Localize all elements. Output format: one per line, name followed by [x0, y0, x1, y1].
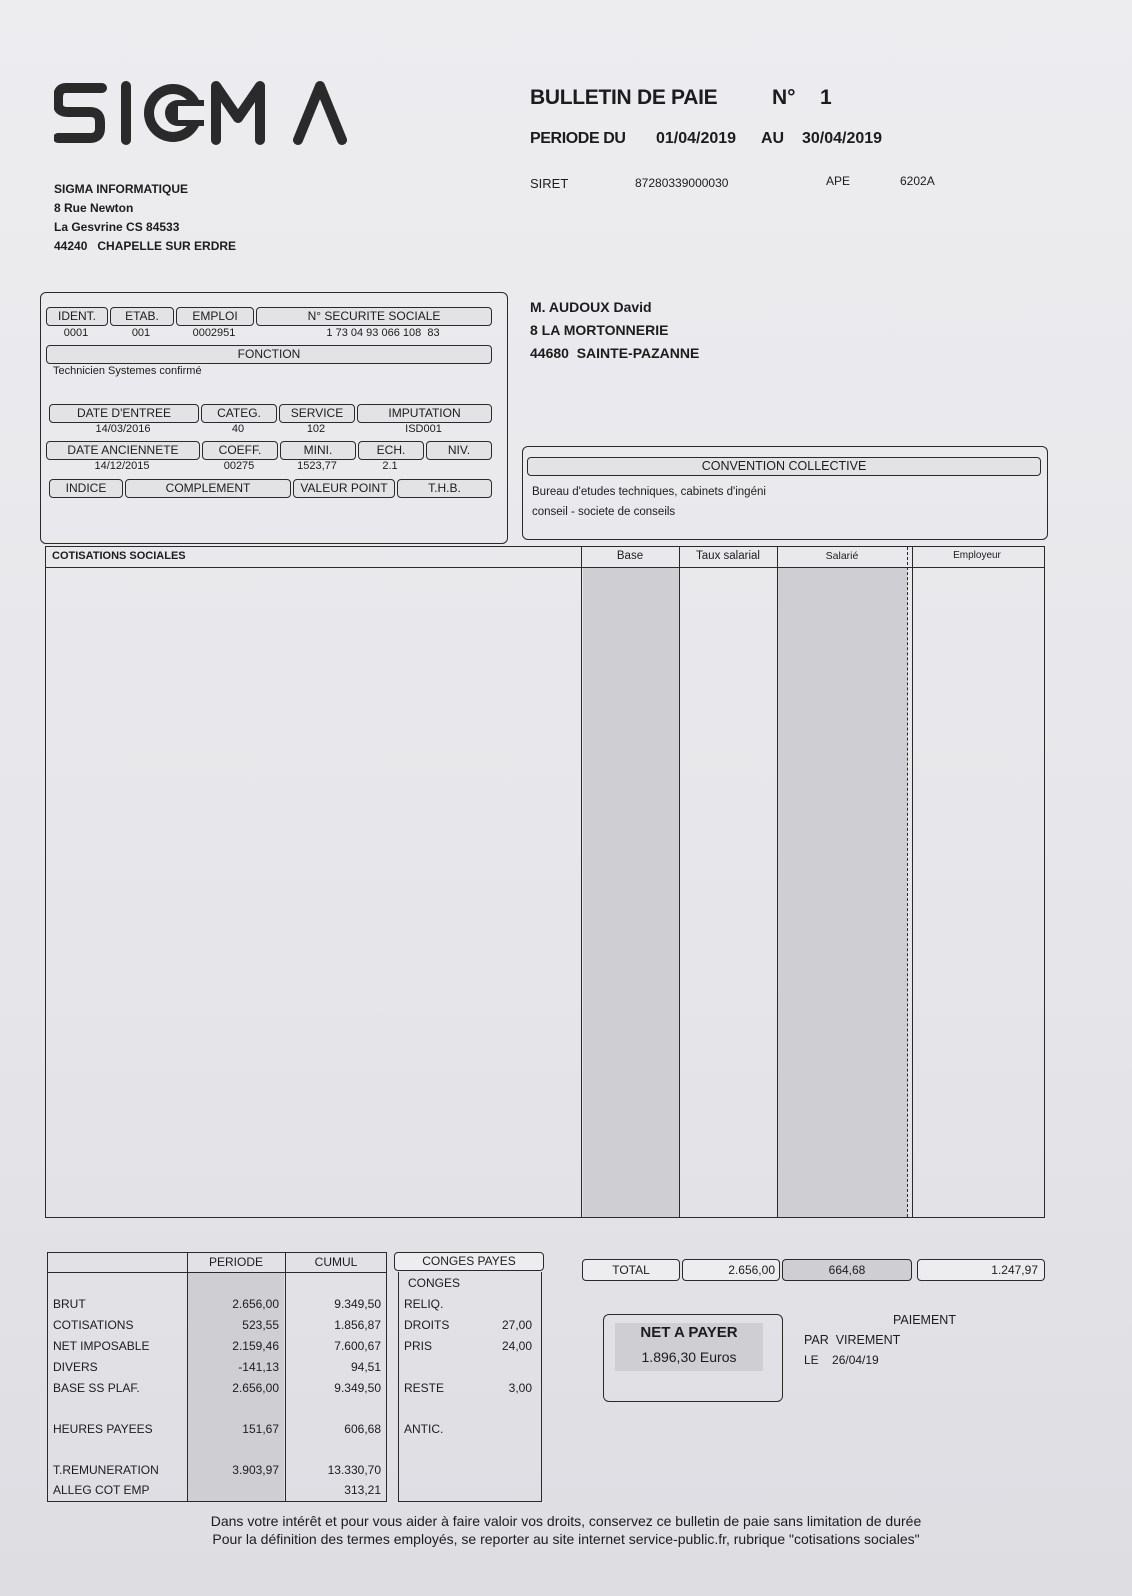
- conges-payes-header: CONGES PAYES: [394, 1252, 544, 1271]
- convention-line2: conseil - societe de conseils: [532, 506, 676, 518]
- employee-address-line1: 8 LA MORTONNERIE: [530, 322, 669, 338]
- secu-value: 1 73 04 93 066 108 83: [326, 327, 440, 339]
- droits-label: DROITS: [404, 1318, 450, 1332]
- brut-cumul: 9.349,50: [334, 1297, 381, 1311]
- remuneration-periode: 3.903,97: [232, 1463, 279, 1477]
- divers-label: DIVERS: [53, 1360, 98, 1374]
- heures-label: HEURES PAYEES: [53, 1422, 153, 1436]
- totals-table: [47, 1252, 387, 1502]
- cotisations-table: [45, 546, 1045, 1218]
- net-a-payer-value: 1.896,30 Euros: [641, 1349, 737, 1365]
- employee-address: [530, 296, 699, 365]
- service-value: 102: [306, 423, 326, 435]
- footer-line2: Pour la définition des termes employés, se reporter au site internet service-public.fr, rubrique "cotisations sociales": [212, 1531, 920, 1547]
- brut-label: BRUT: [53, 1297, 86, 1311]
- reste-value: 3,00: [508, 1381, 532, 1395]
- date-anciennete-header: DATE ANCIENNETE: [46, 441, 200, 460]
- valeur-point-header: VALEUR POINT: [293, 479, 395, 498]
- date-entree-value: 14/03/2016: [95, 423, 151, 435]
- antic-label: ANTIC.: [404, 1422, 444, 1436]
- divers-periode: -141,13: [238, 1360, 279, 1374]
- col-divider-salarie-end: [907, 547, 908, 1217]
- mini-value: 1523,77: [297, 460, 337, 472]
- heures-periode: 151,67: [242, 1422, 279, 1436]
- coeff-value: 00275: [223, 460, 255, 472]
- pris-label: PRIS: [404, 1339, 433, 1353]
- paiement-date: LE 26/04/19: [804, 1353, 879, 1367]
- col-divider-salarie: [777, 547, 778, 1217]
- base-ss-periode: 2.656,00: [232, 1381, 279, 1395]
- remuneration-label: T.REMUNERATION: [53, 1463, 159, 1477]
- reliq-label: RELIQ.: [404, 1297, 444, 1311]
- company-address-line2: La Gesvrine CS 84533: [54, 220, 180, 234]
- mini-header: MINI.: [280, 441, 356, 460]
- cotisations-title: COTISATIONS SOCIALES: [52, 550, 186, 562]
- conges-sub-label: CONGES: [408, 1276, 461, 1290]
- categ-value: 40: [231, 423, 245, 435]
- complement-header: COMPLEMENT: [125, 479, 291, 498]
- totals-header-line: [47, 1272, 387, 1273]
- salarie-column-shade: [777, 567, 907, 1217]
- ident-value: 0001: [63, 327, 89, 339]
- total-salarie: 664,68: [782, 1259, 912, 1281]
- ident-header: IDENT.: [46, 307, 108, 326]
- etab-value: 001: [131, 327, 151, 339]
- sigma-logo: [54, 66, 354, 156]
- base-ss-label: BASE SS PLAF.: [53, 1381, 140, 1395]
- reste-label: RESTE: [404, 1381, 445, 1395]
- coeff-header: COEFF.: [202, 441, 278, 460]
- period-label: PERIODE DU: [530, 130, 626, 147]
- period-to: 30/04/2019: [802, 130, 883, 147]
- heures-cumul: 606,68: [344, 1422, 381, 1436]
- col-divider-taux: [679, 547, 680, 1217]
- categ-header: CATEG.: [201, 404, 277, 423]
- imputation-header: IMPUTATION: [357, 404, 492, 423]
- ech-value: 2.1: [382, 460, 398, 472]
- employee-address-line2: 44680 SAINTE-PAZANNE: [530, 345, 700, 361]
- fonction-header: FONCTION: [46, 345, 492, 364]
- period-from: 01/04/2019: [656, 130, 737, 147]
- net-imposable-cumul: 7.600,67: [334, 1339, 381, 1353]
- indice-header: INDICE: [49, 479, 123, 498]
- remuneration-cumul: 13.330,70: [327, 1463, 381, 1477]
- imputation-value: ISD001: [405, 423, 442, 435]
- base-column-shade: [583, 567, 679, 1217]
- company-name: SIGMA INFORMATIQUE: [54, 182, 188, 196]
- alleg-cumul: 313,21: [344, 1483, 381, 1497]
- total-employeur: 1.247,97: [917, 1259, 1045, 1281]
- base-header: Base: [616, 550, 644, 562]
- employee-info-frame: [40, 292, 508, 544]
- siret-value: 87280339000030: [635, 176, 729, 190]
- paiement-label: PAIEMENT: [893, 1313, 956, 1327]
- date-anciennete-value: 14/12/2015: [94, 460, 150, 472]
- convention-line1: Bureau d'etudes techniques, cabinets d'ingéni: [532, 486, 766, 498]
- col-divider-employeur: [912, 547, 913, 1217]
- cotisations-cumul: 1.856,87: [334, 1318, 381, 1332]
- footer-line1: Dans votre intérêt et pour vous aider à faire valoir vos droits, conservez ce bulletin de paie sans limitation de durée: [210, 1513, 922, 1529]
- net-a-payer-label: NET A PAYER: [640, 1324, 738, 1341]
- ape-value: 6202A: [900, 174, 935, 188]
- service-header: SERVICE: [279, 404, 355, 423]
- conges-table: [396, 1252, 544, 1502]
- droits-value: 27,00: [501, 1318, 532, 1332]
- net-imposable-label: NET IMPOSABLE: [53, 1339, 150, 1353]
- convention-header: CONVENTION COLLECTIVE: [527, 457, 1041, 476]
- siret-label: SIRET: [530, 176, 569, 191]
- periode-header: PERIODE: [208, 1255, 263, 1269]
- thb-header: T.H.B.: [397, 479, 492, 498]
- total-base: 2.656,00: [682, 1259, 780, 1281]
- base-ss-cumul: 9.349,50: [334, 1381, 381, 1395]
- emploi-value: 0002951: [192, 327, 236, 339]
- net-imposable-periode: 2.159,46: [232, 1339, 279, 1353]
- ape-label: APE: [826, 174, 851, 188]
- secu-header: N° SECURITE SOCIALE: [256, 307, 492, 326]
- period-to-label: AU: [761, 130, 785, 147]
- cotisations-periode: 523,55: [242, 1318, 279, 1332]
- ech-header: ECH.: [358, 441, 424, 460]
- date-entree-header: DATE D'ENTREE: [49, 404, 199, 423]
- logo-text: SIGMA: [54, 66, 58, 67]
- niv-header: NIV.: [426, 441, 492, 460]
- alleg-label: ALLEG COT EMP: [53, 1483, 150, 1497]
- employeur-header: Employeur: [953, 550, 1001, 561]
- pris-value: 24,00: [501, 1339, 532, 1353]
- employee-name: M. AUDOUX David: [530, 299, 652, 315]
- company-address-line1: 8 Rue Newton: [54, 201, 134, 215]
- company-address-line3: 44240 CHAPELLE SUR ERDRE: [54, 239, 237, 253]
- payslip-title: BULLETIN DE PAIE: [530, 86, 718, 109]
- salarie-header: Salarié: [825, 550, 859, 562]
- taux-salarial-header: Taux salarial: [696, 550, 760, 562]
- divers-cumul: 94,51: [350, 1360, 381, 1374]
- cotisations-label: COTISATIONS: [53, 1318, 134, 1332]
- col-divider-base: [581, 547, 582, 1217]
- paiement-mode: PAR VIREMENT: [804, 1333, 901, 1347]
- number-label: N°: [772, 86, 796, 109]
- emploi-header: EMPLOI: [176, 307, 254, 326]
- cumul-header: CUMUL: [314, 1255, 358, 1269]
- fonction-value: Technicien Systemes confirmé: [53, 365, 202, 377]
- company-address: [54, 180, 236, 256]
- convention-text: [532, 482, 766, 522]
- payslip-number: 1: [820, 86, 832, 109]
- total-label: TOTAL: [582, 1259, 680, 1281]
- etab-header: ETAB.: [110, 307, 174, 326]
- brut-periode: 2.656,00: [232, 1297, 279, 1311]
